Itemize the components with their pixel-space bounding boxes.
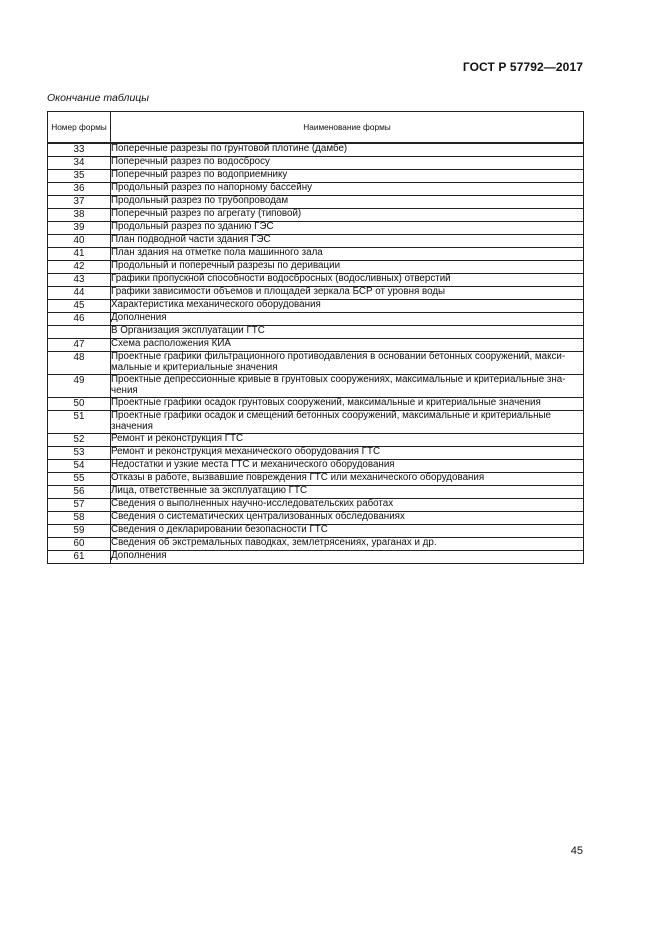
- form-name: Продольный и поперечный разрезы по деривации: [111, 261, 584, 274]
- form-name: Ремонт и реконструкция механического оборудования ГТС: [111, 447, 584, 460]
- column-header-number: Номер формы: [48, 112, 111, 144]
- form-name: Проектные графики фильтрационного противодавления в основании бетонных сооружений, макси-мальные и критериальные значения: [111, 352, 584, 375]
- table-row: [48, 411, 584, 434]
- table-header-row: [48, 112, 584, 144]
- form-name: План подводной части здания ГЭС: [111, 235, 584, 248]
- form-name: Схема расположения КИА: [111, 339, 584, 352]
- form-number: 37: [48, 196, 111, 209]
- form-number: 60: [48, 538, 111, 551]
- table-row: [48, 300, 584, 313]
- form-name: Графики пропускной способности водосбросных (водосливных) отверстий: [111, 274, 584, 287]
- table-row: [48, 287, 584, 300]
- form-number: 46: [48, 313, 111, 326]
- form-number: 54: [48, 460, 111, 473]
- form-name: Ремонт и реконструкция ГТС: [111, 434, 584, 447]
- table-row: [48, 512, 584, 525]
- form-number: 53: [48, 447, 111, 460]
- form-name: Поперечный разрез по водосбросу: [111, 157, 584, 170]
- form-number: 36: [48, 183, 111, 196]
- form-name: Продольный разрез по напорному бассейну: [111, 183, 584, 196]
- table-row: [48, 235, 584, 248]
- form-number: 43: [48, 274, 111, 287]
- form-number: 52: [48, 434, 111, 447]
- form-name: Продольный разрез по зданию ГЭС: [111, 222, 584, 235]
- table-row: [48, 473, 584, 486]
- form-name: Отказы в работе, вызвавшие повреждения ГТС или механического оборудования: [111, 473, 584, 486]
- form-number: 42: [48, 261, 111, 274]
- table-row: [48, 274, 584, 287]
- table-row: [48, 434, 584, 447]
- form-name: Характеристика механического оборудования: [111, 300, 584, 313]
- table-row: [48, 248, 584, 261]
- table-row: [48, 551, 584, 564]
- table-caption: Окончание таблицы: [47, 92, 150, 104]
- form-name: Продольный разрез по трубопроводам: [111, 196, 584, 209]
- form-name: Дополнения: [111, 551, 584, 564]
- table-row: [48, 313, 584, 326]
- form-name: Сведения о выполненных научно-исследовательских работах: [111, 499, 584, 512]
- form-name: Сведения об экстремальных паводках, землетрясениях, ураганах и др.: [111, 538, 584, 551]
- form-name: Лица, ответственные за эксплуатацию ГТС: [111, 486, 584, 499]
- table-section-row: [48, 326, 584, 339]
- form-name: Проектные графики осадок грунтовых сооружений, максимальные и критериальные значения: [111, 398, 584, 411]
- form-number: 61: [48, 551, 111, 564]
- form-name: Графики зависимости объемов и площадей зеркала БСР от уровня воды: [111, 287, 584, 300]
- table-row: [48, 398, 584, 411]
- form-number: 45: [48, 300, 111, 313]
- form-name: Дополнения: [111, 313, 584, 326]
- form-number: 39: [48, 222, 111, 235]
- table-row: [48, 170, 584, 183]
- form-name: Сведения о систематических централизованных обследованиях: [111, 512, 584, 525]
- section-title: В Организация эксплуатации ГТС: [111, 326, 584, 339]
- form-number: 41: [48, 248, 111, 261]
- column-header-name: Наименование формы: [111, 112, 584, 144]
- table-row: [48, 499, 584, 512]
- form-name: Недостатки и узкие места ГТС и механического оборудования: [111, 460, 584, 473]
- table-row: [48, 261, 584, 274]
- form-number: 56: [48, 486, 111, 499]
- form-name: Поперечный разрез по водоприемнику: [111, 170, 584, 183]
- form-number: 38: [48, 209, 111, 222]
- table-row: [48, 352, 584, 375]
- document-header: ГОСТ Р 57792—2017: [462, 60, 583, 74]
- table-row: [48, 157, 584, 170]
- table-row: [48, 460, 584, 473]
- form-number: 57: [48, 499, 111, 512]
- table-row: [48, 486, 584, 499]
- form-number: 44: [48, 287, 111, 300]
- table-row: [48, 143, 584, 157]
- form-name: План здания на отметке пола машинного зала: [111, 248, 584, 261]
- form-number: 58: [48, 512, 111, 525]
- table-row: [48, 538, 584, 551]
- table-row: [48, 447, 584, 460]
- table-row: [48, 196, 584, 209]
- form-number: [48, 326, 111, 339]
- table-row: [48, 183, 584, 196]
- table-row: [48, 209, 584, 222]
- table-row: [48, 222, 584, 235]
- table-row: [48, 525, 584, 538]
- form-name: Проектные депрессионные кривые в грунтовых сооружениях, максимальные и критериальные зна-чения: [111, 375, 584, 398]
- forms-table: [47, 111, 584, 564]
- form-number: 34: [48, 157, 111, 170]
- table-row: [48, 375, 584, 398]
- form-name: Сведения о декларировании безопасности ГТС: [111, 525, 584, 538]
- form-name: Поперечный разрез по агрегату (типовой): [111, 209, 584, 222]
- form-number: 49: [48, 375, 111, 398]
- table-row: [48, 339, 584, 352]
- form-name: Проектные графики осадок и смещений бетонных сооружений, максимальные и критериальные значения: [111, 411, 584, 434]
- form-number: 47: [48, 339, 111, 352]
- form-number: 55: [48, 473, 111, 486]
- form-name: Поперечные разрезы по грунтовой плотине (дамбе): [111, 143, 584, 157]
- form-number: 48: [48, 352, 111, 375]
- page-number: 45: [570, 845, 583, 857]
- form-number: 50: [48, 398, 111, 411]
- form-number: 40: [48, 235, 111, 248]
- form-number: 51: [48, 411, 111, 434]
- form-number: 33: [48, 143, 111, 157]
- form-number: 59: [48, 525, 111, 538]
- form-number: 35: [48, 170, 111, 183]
